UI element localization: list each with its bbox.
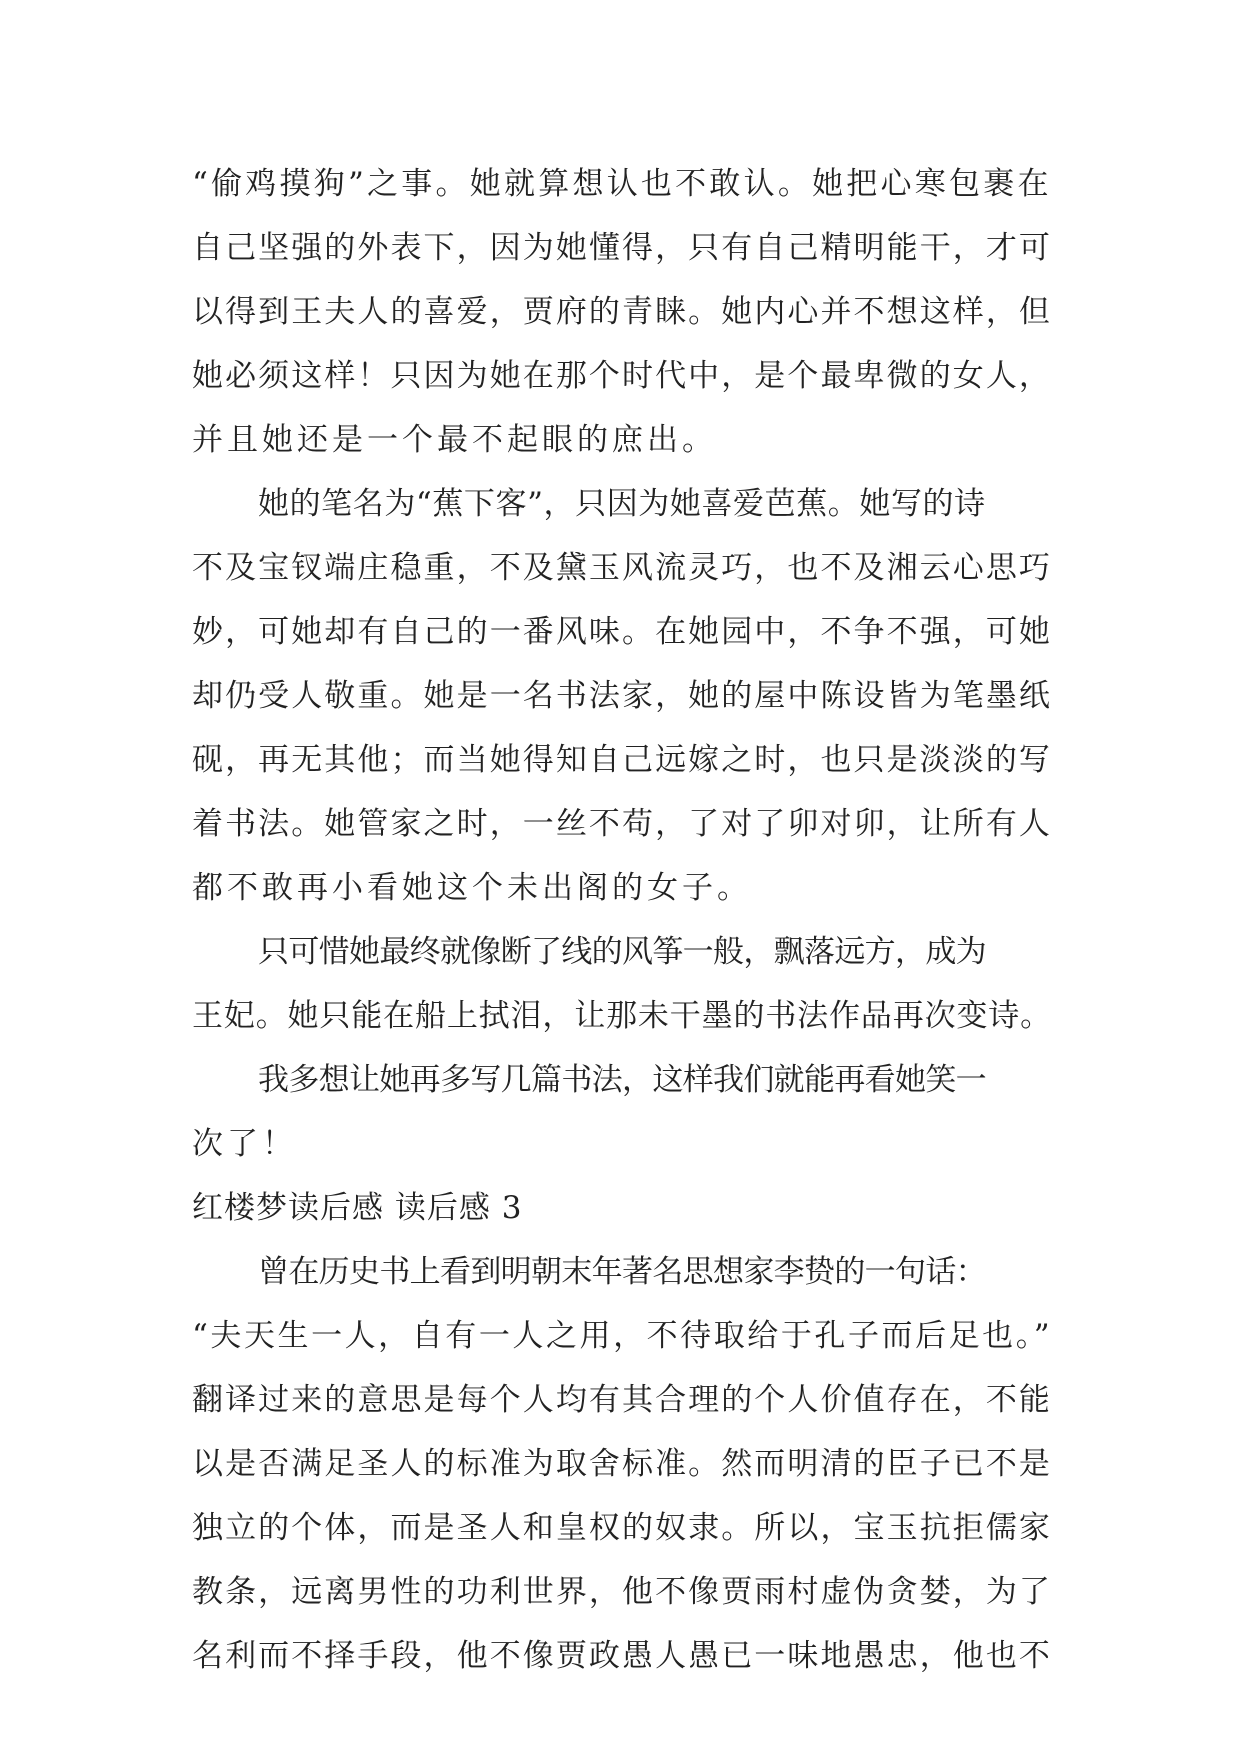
paragraph [192,920,1052,1048]
text-line: 次了！ [192,1126,297,1162]
text-line: “夫天生一人，自有一人之用，不待取给于孔子而后足也。” [192,1318,1053,1354]
text-line: 曾在历史书上看到明朝末年著名思想家李贽的一句话： [258,1254,986,1290]
text-line: 王妃。她只能在船上拭泪，让那未干墨的书法作品再次变诗。 [192,998,1052,1034]
text-line: 独立的个体，而是圣人和皇权的奴隶。所以，宝玉抗拒儒家 [192,1510,1052,1546]
text-line: 砚，再无其他；而当她得知自己远嫁之时，也只是淡淡的写 [192,742,1052,778]
text-line: 自己坚强的外表下，因为她懂得，只有自己精明能干，才可 [192,230,1052,266]
text-line: 名利而不择手段，他不像贾政愚人愚已一味地愚忠，他也不 [192,1638,1052,1674]
text-line: 都不敢再小看她这个未出阁的女子。 [192,870,752,906]
text-line: 着书法。她管家之时，一丝不苟，了对了卯对卯，让所有人 [192,806,1052,842]
document-body [192,152,1052,1688]
text-line: 并且她还是一个最不起眼的庶出。 [192,422,717,458]
text-line: 翻译过来的意思是每个人均有其合理的个人价值存在，不能 [192,1382,1052,1418]
text-line: 她的笔名为“蕉下客”，只因为她喜爱芭蕉。她写的诗 [258,486,986,522]
text-line: 我多想让她再多写几篇书法，这样我们就能再看她笑一 [258,1062,986,1098]
text-line: 不及宝钗端庄稳重，不及黛玉风流灵巧，也不及湘云心思巧 [192,550,1052,586]
heading-text: 红楼梦读后感 读后感 3 [192,1190,523,1226]
text-line: 妙，可她却有自己的一番风味。在她园中，不争不强，可她 [192,614,1052,650]
text-line: 以是否满足圣人的标准为取舍标准。然而明清的臣子已不是 [192,1446,1052,1482]
text-line: 只可惜她最终就像断了线的风筝一般，飘落远方，成为 [258,934,986,970]
text-line: 以得到王夫人的喜爱，贾府的青睐。她内心并不想这样，但 [192,294,1052,330]
text-line: 却仍受人敬重。她是一名书法家，她的屋中陈设皆为笔墨纸 [192,678,1052,714]
paragraph [192,1048,1052,1176]
text-line: 教条，远离男性的功利世界，他不像贾雨村虚伪贪婪，为了 [192,1574,1052,1610]
text-line: 她必须这样！只因为她在那个时代中，是个最卑微的女人， [192,358,1052,394]
text-line: “偷鸡摸狗”之事。她就算想认也不敢认。她把心寒包裹在 [192,166,1052,202]
section-heading [192,1176,1052,1240]
paragraph [192,152,1052,472]
paragraph [192,1240,1052,1688]
paragraph [192,472,1052,920]
